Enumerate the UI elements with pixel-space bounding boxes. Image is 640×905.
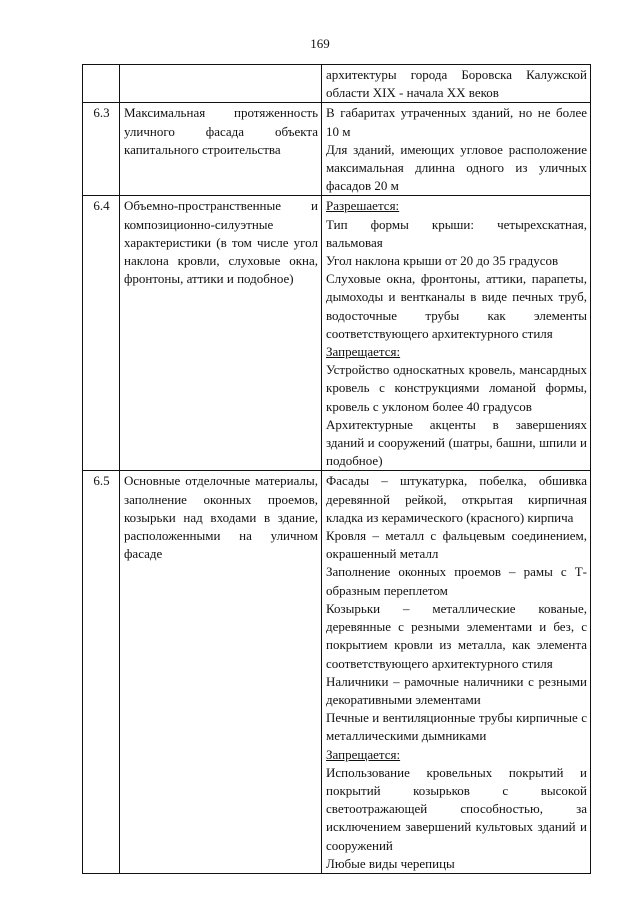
- page-number: 169: [310, 36, 330, 51]
- value-paragraph: архитектуры города Боровска Калужской области XIX - начала XX веков: [326, 67, 587, 101]
- regulations-table-body: [83, 65, 591, 874]
- parameter-name-cell: Основные отделочные материалы, заполнение оконных проемов, козырьки над входами в здание, расположенными на уличном фасаде: [120, 471, 322, 873]
- value-paragraph: Козырьки – металлические кованые, деревянные с резными элементами и без, с покрытием кровли из металла, как элемента соответствующего архитектурного стиля: [326, 600, 587, 671]
- table-row: [83, 196, 591, 471]
- value-paragraph: Для зданий, имеющих угловое расположение максимальная длинна одного из уличных фасадов 20 м: [326, 141, 587, 194]
- regulations-table: [82, 64, 591, 874]
- table-row: [83, 65, 591, 103]
- section-heading: Запрещается:: [326, 746, 401, 762]
- value-paragraph: Устройство односкатных кровель, мансардных кровель с конструкциями ломаной формы, кровель с уклоном более 40 градусов: [326, 362, 587, 414]
- value-paragraph: Использование кровельных покрытий и покрытий козырьков с высокой светоотражающей способностью, за исключением завершений культовых зданий и сооружений: [326, 764, 587, 853]
- parameter-value-cell: [322, 65, 591, 103]
- value-paragraph: Слуховые окна, фронтоны, аттики, парапеты, дымоходы и вентканалы в виде печных труб, водосточные трубы как элементы соответствующего архитектурного стиля: [326, 271, 587, 341]
- value-paragraph: Заполнение оконных проемов – рамы с Т- образным переплетом: [326, 564, 587, 598]
- row-number-cell: 6.4: [83, 196, 120, 471]
- value-paragraph: Печные и вентиляционные трубы кирпичные с металлическими дымниками: [326, 710, 587, 744]
- section-heading: Разрешается:: [326, 198, 400, 214]
- value-paragraph: Фасады – штукатурка, побелка, обшивка деревянной рейкой, открытая кирпичная кладка из керамического (красного) кирпича: [326, 473, 587, 525]
- parameter-value-cell: [322, 196, 591, 471]
- value-paragraph: Кровля – металл с фальцевым соединением, окрашенный металл: [326, 528, 587, 562]
- section-heading: Запрещается:: [326, 344, 401, 360]
- parameter-value-cell: [322, 103, 591, 196]
- row-number-cell: [83, 65, 120, 103]
- value-paragraph: Тип формы крыши: четырехскатная, вальмовая: [326, 216, 587, 250]
- value-paragraph: Любые виды черепицы: [326, 855, 455, 871]
- value-paragraph: Угол наклона крыши от 20 до 35 градусов: [326, 253, 559, 269]
- value-paragraph: Архитектурные акценты в завершениях зданий и сооружений (шатры, башни, шпили и подобное): [326, 416, 587, 469]
- table-row: [83, 471, 591, 873]
- parameter-name-cell: Максимальная протяженность уличного фасада объекта капитального строительства: [120, 103, 322, 196]
- value-paragraph: В габаритах утраченных зданий, но не более 10 м: [326, 105, 587, 139]
- table-row: [83, 103, 591, 196]
- value-paragraph: Наличники – рамочные наличники с резными декоративными элементами: [326, 673, 587, 707]
- parameter-value-cell: [322, 471, 591, 873]
- row-number-cell: 6.5: [83, 471, 120, 873]
- row-number-cell: 6.3: [83, 103, 120, 196]
- parameter-name-cell: [120, 65, 322, 103]
- parameter-name-cell: Объемно-пространственные и композиционно-силуэтные характеристики (в том числе угол наклона кровли, слуховые окна, фронтоны, аттики и подобное): [120, 196, 322, 471]
